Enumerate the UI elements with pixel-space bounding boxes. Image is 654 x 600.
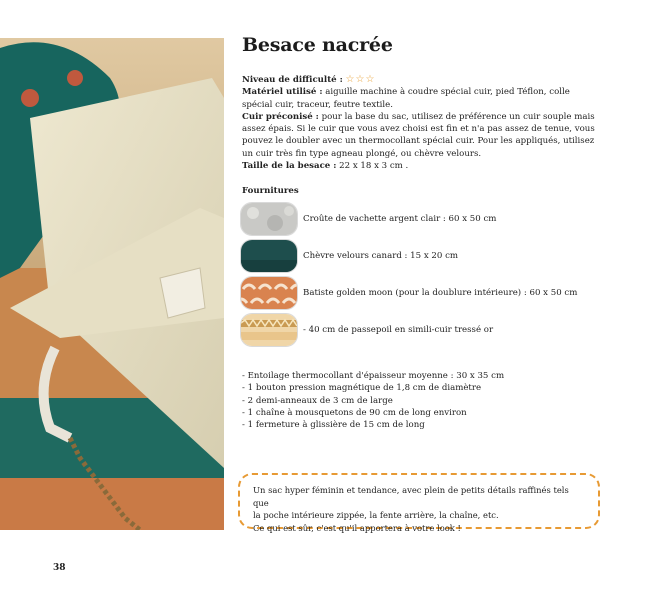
note-box — [238, 473, 600, 533]
page-number: 38 — [53, 563, 66, 573]
leather-text: pour la base du sac, utilisez de préférence un cuir souple mais assez épais. Si le cuir que vous avez choisi est fin et n'a pas assez de tenue, vous pouvez le doubler avec un thermocollant spécial cuir. Pour les appliqués, utilisez un cuir très fin type agneau plongé, ou chèvre velours. — [242, 111, 595, 159]
list-item: - 1 chaîne à mousquetons de 90 cm de long environ — [242, 407, 467, 418]
gold-piping-swatch — [240, 313, 298, 347]
list-item: - 2 demi-anneaux de 3 cm de large — [242, 395, 393, 406]
supplies-title: Fournitures — [242, 186, 299, 196]
size-text: 22 x 18 x 3 cm . — [339, 161, 409, 172]
golden-moon-fabric-swatch — [240, 276, 298, 310]
note-line: Ce qui est sûr, c'est qu'il apportera à votre look ! — [253, 522, 461, 533]
supply-label: Chèvre velours canard : 15 x 20 cm — [303, 251, 459, 261]
supply-item — [240, 202, 620, 236]
note-line: la poche intérieure zippée, la fente arrière, la chaîne, etc. — [253, 510, 499, 520]
silver-leather-swatch — [240, 202, 298, 236]
supply-list — [242, 370, 504, 431]
teal-velour-swatch — [240, 239, 298, 273]
material-label: Matériel utilisé : — [242, 87, 323, 98]
supply-item — [240, 239, 620, 273]
list-item: - 1 bouton pression magnétique de 1,8 cm de diamètre — [242, 383, 482, 394]
supply-item — [240, 313, 620, 347]
supply-item — [240, 276, 620, 310]
supply-label: Batiste golden moon (pour la doublure intérieure) : 60 x 50 cm — [303, 288, 578, 298]
list-item: - Entoilage thermocollant d'épaisseur moyenne : 30 x 35 cm — [242, 371, 505, 381]
material-text: aiguille machine à coudre spécial cuir, pied Téflon, colle spécial cuir, traceur, feutre textile. — [242, 87, 570, 110]
supply-label: Croûte de vachette argent clair : 60 x 50 cm — [303, 214, 497, 224]
difficulty-label: Niveau de difficulté : — [242, 75, 343, 85]
leather-label: Cuir préconisé : — [242, 111, 319, 122]
product-photo — [0, 38, 224, 530]
page-title: Besace nacrée — [242, 34, 393, 56]
size-label: Taille de la besace : — [242, 161, 337, 172]
difficulty-stars: ☆☆☆ — [345, 74, 376, 85]
material-line — [242, 86, 602, 111]
size-line — [242, 160, 602, 172]
note-line: Un sac hyper féminin et tendance, avec plein de petits détails raffinés tels que — [253, 485, 569, 508]
supply-label: - 40 cm de passepoil en simili-cuir tressé or — [303, 325, 494, 335]
specifications — [242, 74, 602, 172]
difficulty-line — [242, 74, 602, 86]
leather-line — [242, 111, 602, 160]
list-item: - 1 fermeture à glissière de 15 cm de long — [242, 420, 425, 431]
